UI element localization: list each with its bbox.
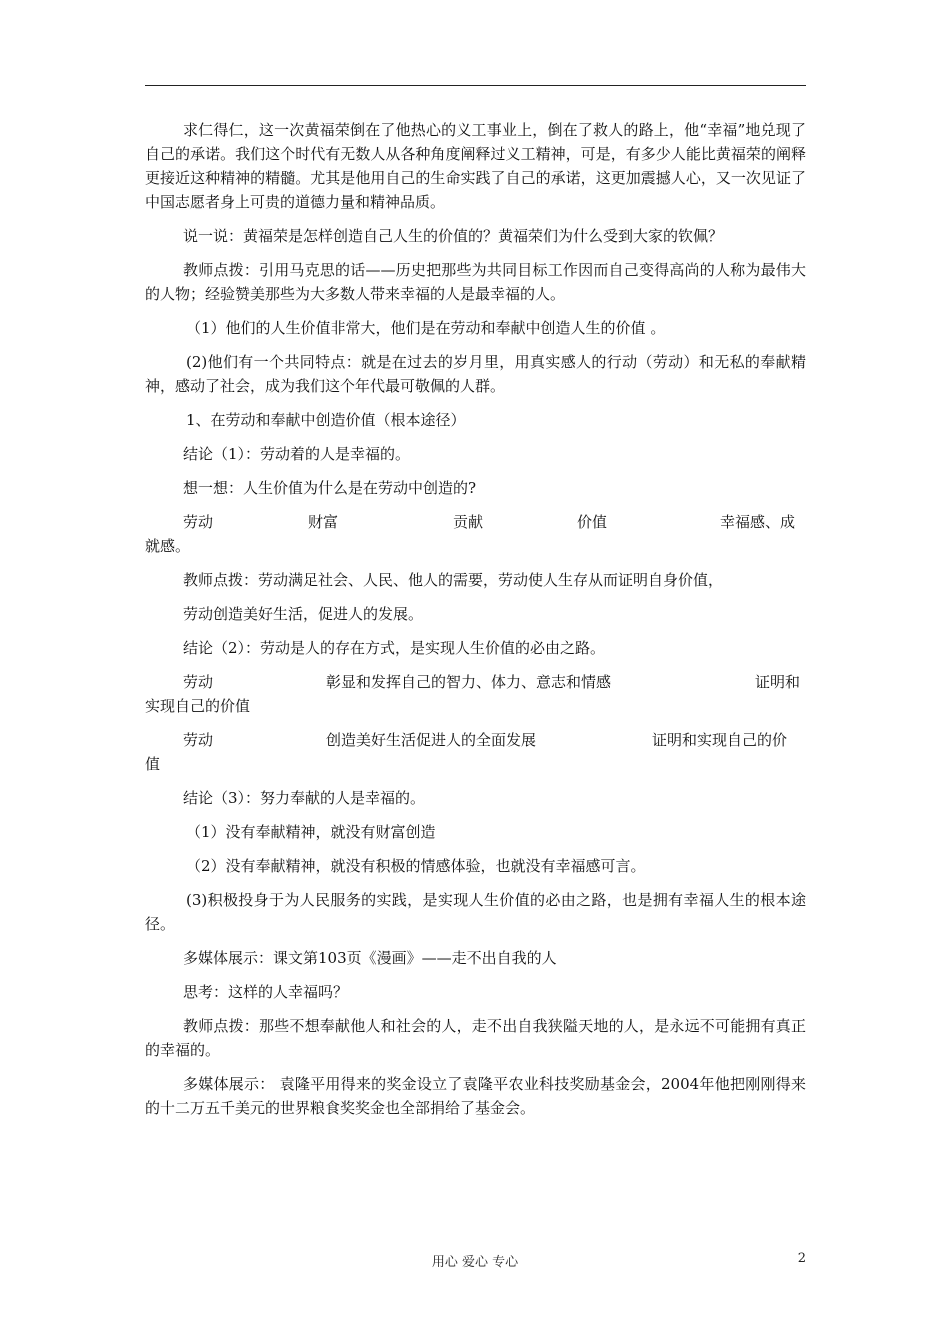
- chain-item: 财富: [308, 513, 339, 531]
- paragraph: 教师点拨：那些不想奉献他人和社会的人，走不出自我狭隘天地的人，是永远不可能拥有真正的幸福的。: [145, 1017, 806, 1059]
- chain-item: 劳动: [183, 673, 214, 691]
- page-number: 2: [797, 1251, 806, 1266]
- paragraph: 结论（1）：劳动着的人是幸福的。: [183, 445, 411, 463]
- paragraph: （2）没有奉献精神，就没有积极的情感体验，也就没有幸福感可言。: [186, 857, 646, 875]
- chain-item: 证明和: [755, 673, 801, 691]
- labor-chain-3: [145, 728, 806, 776]
- labor-chain-1: [145, 510, 806, 558]
- chain-item: 彰显和发挥自己的智力、体力、意志和情感: [326, 673, 612, 691]
- paragraph: 思考：这样的人幸福吗？: [183, 983, 349, 1001]
- paragraph: (3)积极投身于为人民服务的实践，是实现人生价值的必由之路，也是拥有幸福人生的根本途径。: [145, 891, 806, 933]
- header-rule: [145, 85, 806, 86]
- chain-item: 创造美好生活促进人的全面发展: [326, 731, 537, 749]
- footer-text: 用心 爱心 专心: [431, 1255, 519, 1270]
- chain-item: 幸福感、成: [720, 513, 796, 531]
- paragraph: 想一想：人生价值为什么是在劳动中创造的?: [183, 479, 477, 497]
- labor-chain-2: [145, 670, 806, 718]
- paragraph: （1）他们的人生价值非常大，他们是在劳动和奉献中创造人生的价值 。: [186, 319, 666, 337]
- chain-continuation: 就感。: [145, 537, 191, 555]
- chain-item: 证明和实现自己的价: [652, 731, 788, 749]
- paragraph: (2)他们有一个共同特点：就是在过去的岁月里，用真实感人的行动（劳动）和无私的奉献精神，感动了社会，成为我们这个年代最可敬佩的人群。: [145, 353, 806, 395]
- chain-continuation: 值: [145, 755, 161, 773]
- chain-continuation: 实现自己的价值: [145, 697, 251, 715]
- section-heading: 1、在劳动和奉献中创造价值（根本途径）: [186, 411, 466, 429]
- paragraph: 说一说：黄福荣是怎样创造自己人生的价值的？黄福荣们为什么受到大家的钦佩？: [183, 227, 724, 245]
- chain-item: 贡献: [453, 513, 484, 531]
- paragraph: 结论（2）：劳动是人的存在方式，是实现人生价值的必由之路。: [183, 639, 606, 657]
- chain-item: 价值: [577, 513, 608, 531]
- paragraph: 结论（3）：努力奉献的人是幸福的。: [183, 789, 426, 807]
- chain-item: 劳动: [183, 513, 214, 531]
- paragraph: 劳动创造美好生活，促进人的发展。: [183, 605, 424, 623]
- paragraph: 多媒体展示：课文第103页《漫画》——走不出自我的人: [183, 949, 557, 967]
- paragraph: （1）没有奉献精神，就没有财富创造: [186, 823, 436, 841]
- paragraph: 多媒体展示： 袁隆平用得来的奖金设立了袁隆平农业科技奖励基金会，2004年他把刚刚得来的十二万五千美元的世界粮食奖奖金也全部捐给了基金会。: [145, 1075, 806, 1117]
- paragraph: 求仁得仁，这一次黄福荣倒在了他热心的义工事业上，倒在了救人的路上，他“幸福”地兑现了自己的承诺。我们这个时代有无数人从各种角度阐释过义工精神，可是，有多少人能比黄福荣的阐释更接近这种精神的精髓。尤其是他用自己的生命实践了自己的承诺，这更加震撼人心，又一次见证了中国志愿者身上可贵的道德力量和精神品质。: [145, 121, 806, 211]
- document-body: [145, 118, 806, 1130]
- paragraph: 教师点拨：劳动满足社会、人民、他人的需要，劳动使人生存从而证明自身价值，: [183, 571, 724, 589]
- chain-item: 劳动: [183, 731, 214, 749]
- paragraph: 教师点拨：引用马克思的话——历史把那些为共同目标工作因而自己变得高尚的人称为最伟大的人物；经验赞美那些为大多数人带来幸福的人是最幸福的人。: [145, 261, 806, 303]
